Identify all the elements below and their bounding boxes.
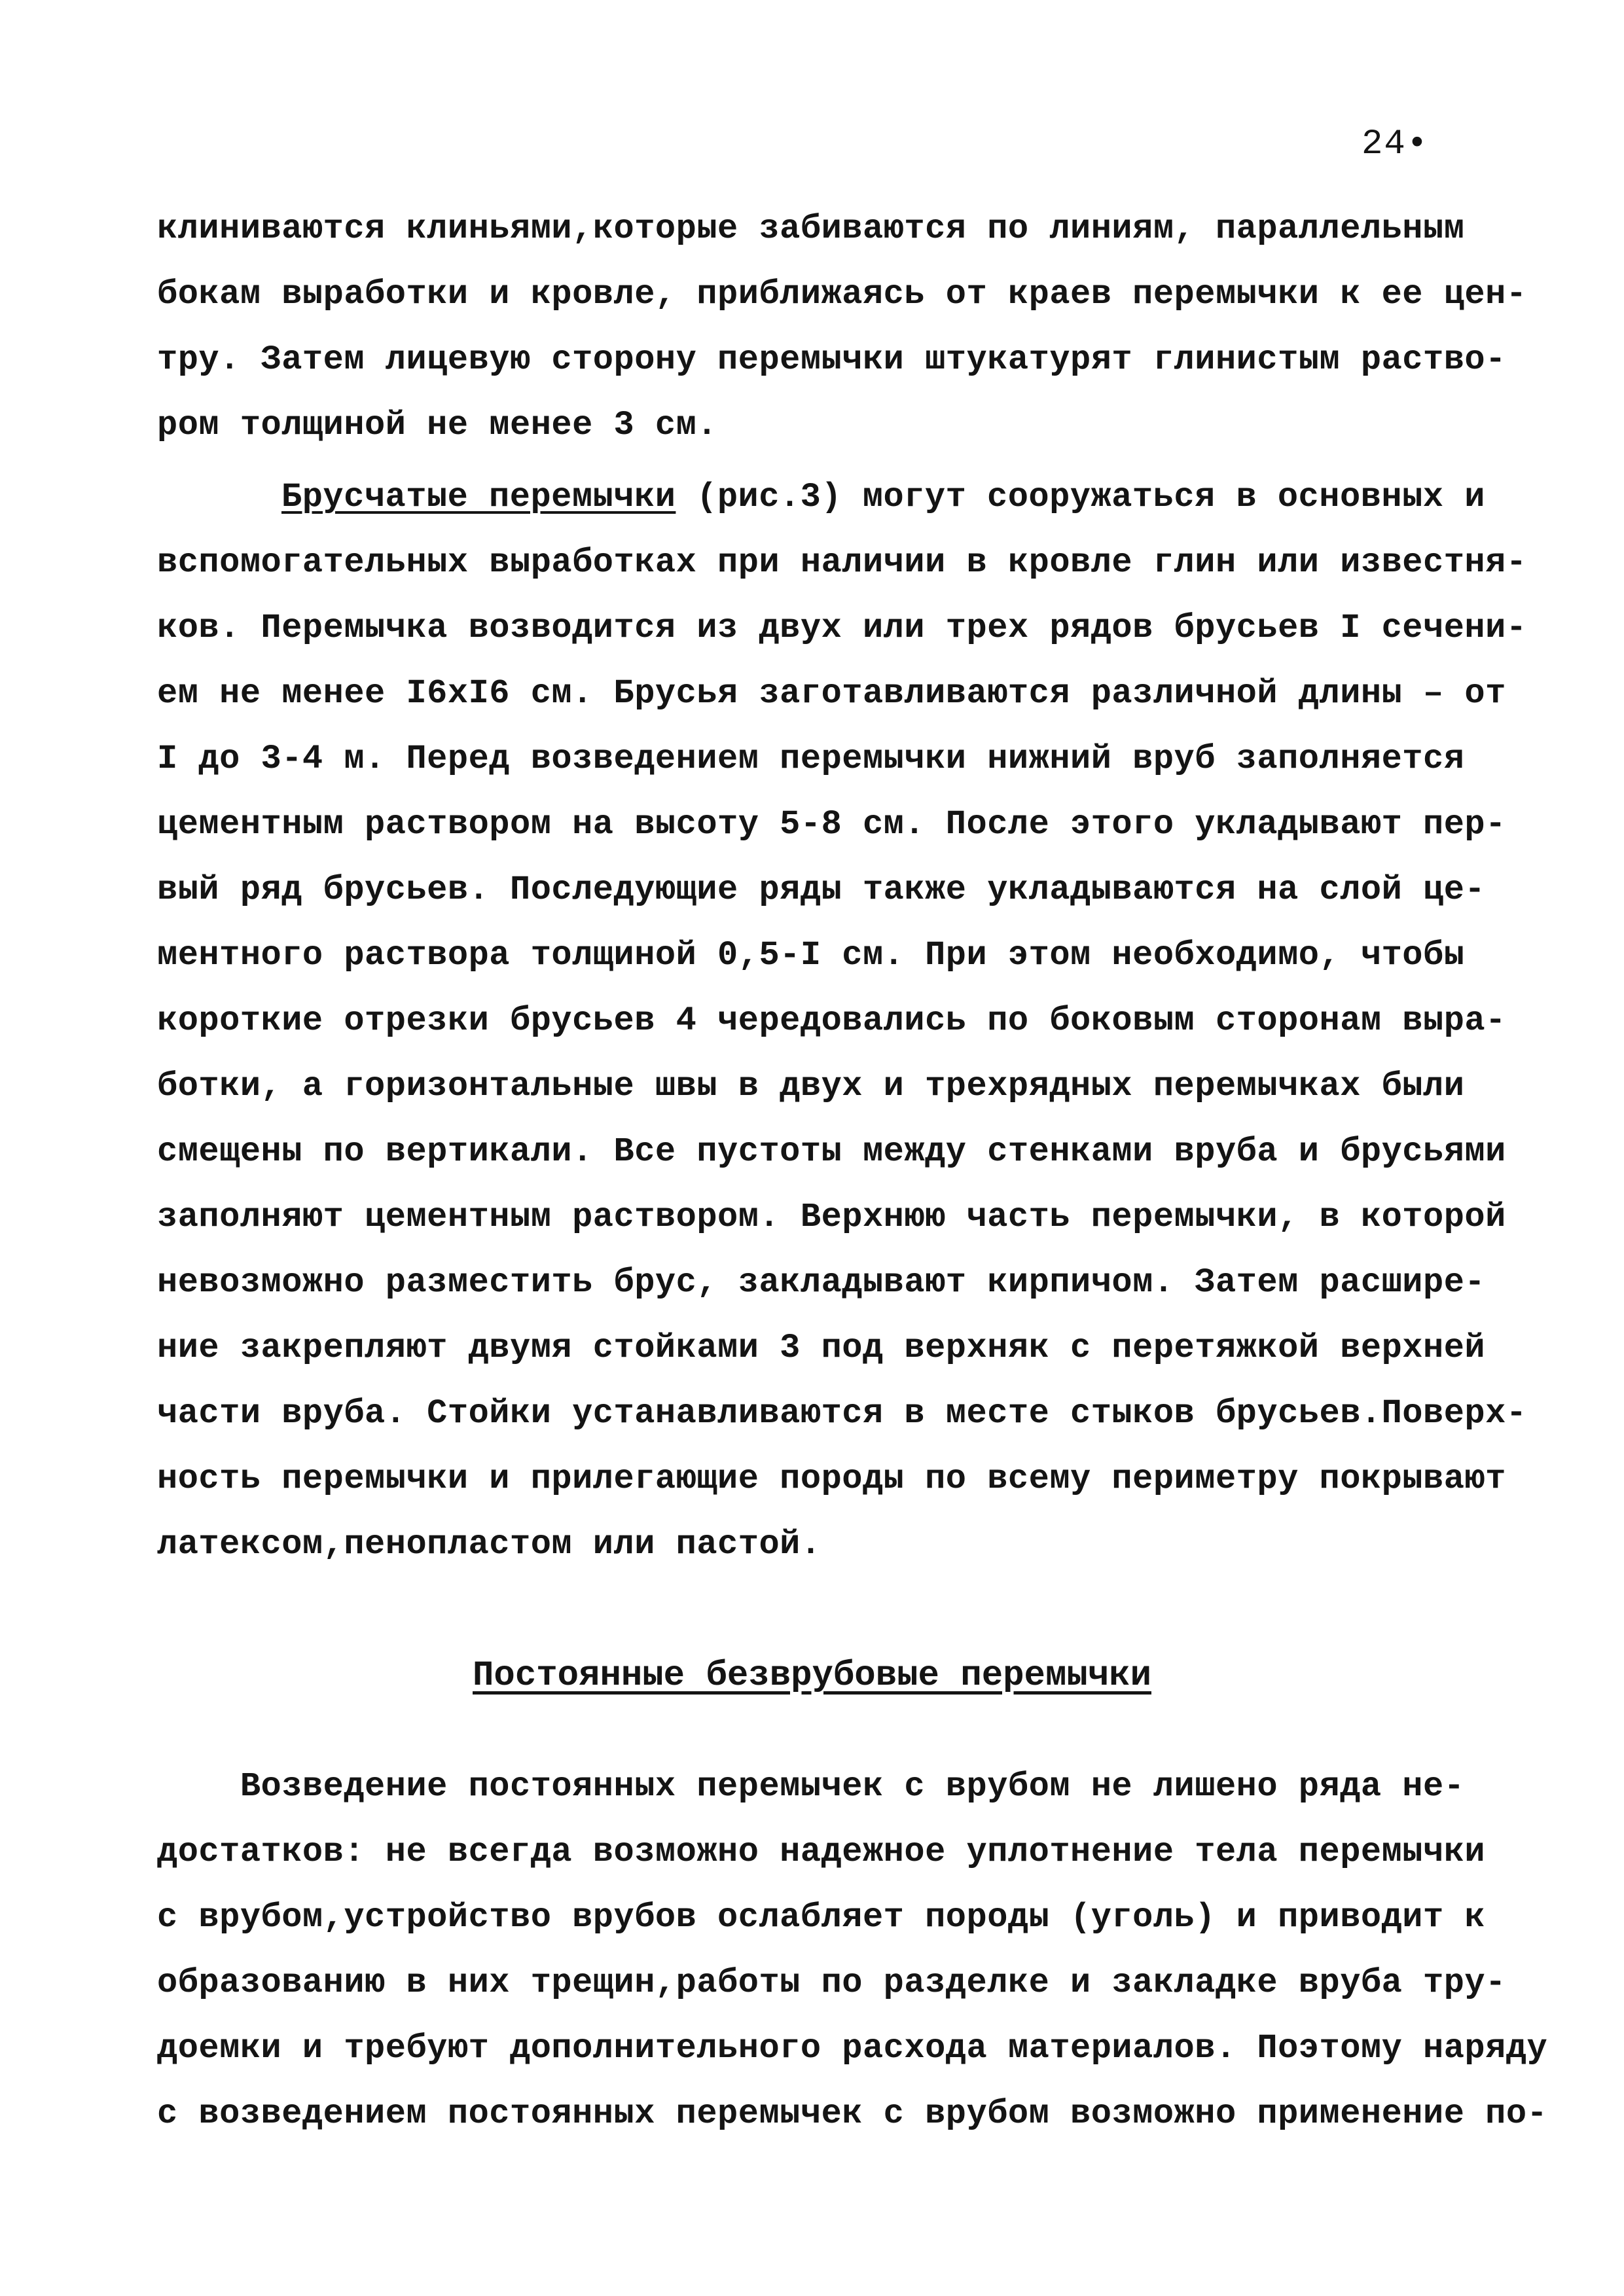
text-line: вый ряд брусьев. Последующие ряды также укладываются на слой це- bbox=[157, 870, 1486, 909]
text-line: клинивaются клиньями,которые забиваются по линиям, параллельным bbox=[157, 209, 1465, 248]
text-line: ментного раствора толщиной 0,5-I см. При этом необходимо, чтобы bbox=[157, 936, 1465, 975]
text-line: бокам выработки и кровле, приближаясь от краев перемычки к ее цен- bbox=[157, 275, 1527, 314]
text-line: ков. Перемычка возводится из двух или трех рядов брусьев I сечени- bbox=[157, 609, 1527, 647]
text-line: ние закрепляют двумя стойками 3 под верхняк с перетяжкой верхней bbox=[157, 1329, 1486, 1367]
text-line: короткие отрезки брусьев 4 чередовались по боковым сторонам выра- bbox=[157, 1001, 1506, 1040]
paragraph-3 bbox=[157, 1754, 1548, 2147]
paragraph-1 bbox=[157, 196, 1527, 458]
text-line: ботки, а горизонтальные швы в двух и трехрядных перемычках были bbox=[157, 1067, 1465, 1105]
text-line: смещены по вертикали. Все пустоты между стенками вруба и брусьями bbox=[157, 1132, 1506, 1171]
text-line: заполняют цементным раствором. Верхнюю часть перемычки, в которой bbox=[157, 1198, 1506, 1236]
paragraph-2 bbox=[157, 465, 1527, 1577]
text-line: образованию в них трещин,работы по разделке и закладке вруба тру- bbox=[157, 1964, 1506, 2002]
text-line: с врубом,устройство врубов ослабляет породы (уголь) и приводит к bbox=[157, 1898, 1486, 1937]
text-line: латексом,пенопластом или пастой. bbox=[157, 1525, 821, 1564]
text-line: невозможно разместить брус, закладывают кирпичом. Затем расшире- bbox=[157, 1263, 1486, 1302]
text-line: I до 3-4 м. Перед возведением перемычки нижний вруб заполняется bbox=[157, 740, 1465, 778]
text-line: тру. Затем лицевую сторону перемычки штукатурят глинистым раство- bbox=[157, 340, 1506, 379]
text-line: ность перемычки и прилегающие породы по всему периметру покрывают bbox=[157, 1460, 1506, 1498]
text-line: ром толщиной не менее 3 см. bbox=[157, 406, 718, 444]
text-line: доемки и требуют дополнительного расхода материалов. Поэтому наряду bbox=[157, 2029, 1548, 2068]
paragraph-2-first-line bbox=[157, 465, 1519, 530]
text-line: вспомогательных выработках при наличии в кровле глин или известня- bbox=[157, 543, 1527, 582]
section-heading: Постоянные безврубовые перемычки bbox=[473, 1656, 1151, 1696]
text-line: ем не менее I6xI6 см. Брусья заготавливаются различной длины – от bbox=[157, 674, 1506, 713]
text-span: (рис.3) могут сооружаться в основных и bbox=[676, 478, 1485, 516]
text-line: с возведением постоянных перемычек с врубом возможно применение по- bbox=[157, 2094, 1548, 2133]
text-line: достатков: не всегда возможно надежное уплотнение тела перемычки bbox=[157, 1833, 1486, 1871]
text-line: Возведение постоянных перемычек с врубом не лишено ряда не- bbox=[157, 1767, 1465, 1806]
page-number: 24• bbox=[1362, 124, 1430, 164]
term-bruschatye-peremychki: Брусчатые перемычки bbox=[281, 478, 676, 516]
text-line: цементным раствором на высоту 5-8 см. После этого укладывают пер- bbox=[157, 805, 1506, 844]
text-line: части вруба. Стойки устанавливаются в месте стыков брусьев.Поверх- bbox=[157, 1394, 1527, 1433]
